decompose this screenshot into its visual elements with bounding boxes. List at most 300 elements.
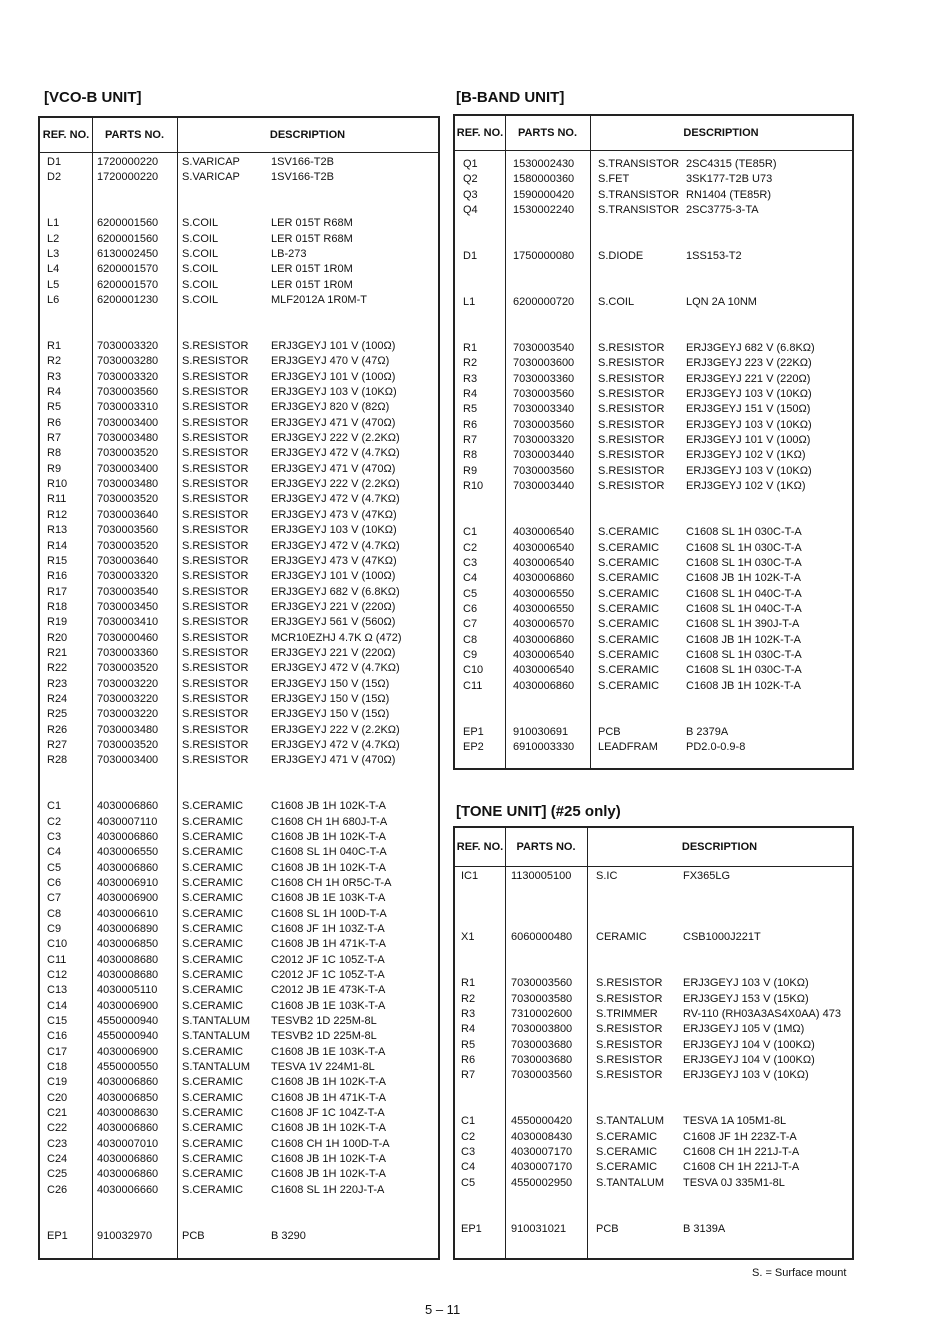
ref-no: R1 [463,342,478,355]
part-description: C1608 JF 1H 103Z-T-A [271,923,385,935]
table-row [455,203,852,218]
part-type: S.RESISTOR [182,754,249,767]
part-no: 1530002240 [513,204,575,217]
ref-no: L1 [47,217,60,230]
part-type: S.CERAMIC [598,618,660,631]
header-description: DESCRIPTION [683,126,759,139]
part-description: B 3290 [271,1229,306,1242]
table-row [40,723,438,738]
part-description: ERJ3GEYJ 682 V (6.8KΩ) [686,342,815,355]
table-row [40,1167,438,1182]
table-row [40,907,438,922]
part-type: S.CERAMIC [182,830,244,843]
table-row [455,602,852,617]
ref-no: R7 [461,1069,476,1082]
table-row [40,1060,438,1075]
part-type: S.CERAMIC [598,679,660,692]
part-no: 7030003360 [97,646,159,659]
part-type: S.TRANSISTOR [598,188,680,201]
part-description: ERJ3GEYJ 472 V (4.7KΩ) [271,447,400,460]
part-no: 4030006860 [513,572,575,585]
table-row [455,976,852,991]
table-row [40,1106,438,1121]
ref-no: L1 [463,296,476,309]
ref-no: R2 [463,357,478,370]
ref-no: Q2 [463,173,478,186]
table-row [455,418,852,433]
part-no: 4550000940 [97,1030,159,1043]
part-type: S.RESISTOR [598,372,665,385]
part-no: 4030006660 [97,1183,159,1196]
part-type: S.RESISTOR [596,1054,663,1067]
part-no: 1720000220 [97,171,159,184]
table-row [40,631,438,646]
table-row [455,556,852,571]
part-no: 7030003320 [97,370,159,383]
part-type: S.TANTALUM [596,1115,665,1128]
ref-no: R5 [47,401,62,414]
table-row [40,1121,438,1136]
ref-no: C7 [463,618,478,631]
table-row [40,539,438,554]
part-description: ERJ3GEYJ 221 V (220Ω) [271,646,396,659]
part-type: S.RESISTOR [598,388,665,401]
ref-no: C4 [47,846,62,859]
part-description: ERJ3GEYJ 473 V (47KΩ) [271,554,397,567]
table-row [455,648,852,663]
table-row [455,1022,852,1037]
part-description: C1608 SL 1H 100D-T-A [271,907,387,920]
part-description: C1608 JB 1E 103K-T-A [271,892,386,905]
part-no: 4030006900 [97,999,159,1012]
ref-no: R1 [47,340,62,353]
table-row [40,431,438,446]
part-type: S.DIODE [598,250,644,263]
part-description: ERJ3GEYJ 103 V (10KΩ) [686,418,812,431]
part-description: ERJ3GEYJ 222 V (2.2KΩ) [271,432,400,445]
table-row [40,922,438,937]
table-row [40,354,438,369]
part-type: S.RESISTOR [182,738,249,751]
ref-no: R18 [47,600,68,613]
table-row [40,247,438,262]
part-description: C1608 CH 1H 0R5C-T-A [271,876,392,889]
ref-no: C3 [463,556,478,569]
table-header [455,828,852,867]
part-type: S.RESISTOR [182,340,249,353]
part-no: 1530002430 [513,158,575,170]
part-type: S.CERAMIC [598,648,660,661]
part-description: ERJ3GEYJ 221 V (220Ω) [686,372,811,385]
ref-no: R1 [461,977,476,990]
table-row [455,525,852,540]
part-no: 4030006860 [97,861,159,874]
ref-no: R4 [47,386,62,399]
part-type: S.TRANSISTOR [598,204,680,217]
part-type: S.RESISTOR [182,616,249,629]
table-row [455,869,852,884]
part-type: S.CERAMIC [182,846,244,859]
part-description: C1608 CH 1H 680J-T-A [271,815,388,828]
ref-no: R9 [47,462,62,475]
table-row [40,953,438,968]
part-description: 1SV166-T2B [271,156,334,168]
part-type: S.CERAMIC [182,1137,244,1150]
ref-no: R7 [47,432,62,445]
part-no: 1130005100 [511,870,572,882]
part-description: C1608 JB 1H 102K-T-A [686,633,801,646]
part-type: S.CERAMIC [182,1122,244,1135]
part-no: 7030003560 [511,1069,573,1082]
part-no: 4030007170 [511,1161,573,1174]
table-row [455,249,852,264]
table-row [40,155,438,170]
part-no: 7030003520 [97,738,159,751]
part-no: 7030003220 [97,708,159,721]
table-row [40,1075,438,1090]
part-description: ERJ3GEYJ 104 V (100KΩ) [683,1038,815,1051]
part-no: 7030003320 [513,434,575,447]
part-no: 910031021 [511,1222,567,1235]
part-no: 7030003640 [97,554,159,567]
table-row [40,677,438,692]
part-type: S.RESISTOR [182,478,249,491]
part-type: S.RESISTOR [182,416,249,429]
ref-no: C20 [47,1091,68,1104]
vco-parts-table [38,116,440,1260]
table-row [40,738,438,753]
part-description: ERJ3GEYJ 473 V (47KΩ) [271,508,397,521]
part-description: LER 015T 1R0M [271,263,353,276]
table-row [455,1130,852,1145]
table-row [40,1137,438,1152]
part-description: C1608 SL 1H 030C-T-A [686,648,802,661]
part-type: S.CERAMIC [182,876,244,889]
ref-no: R19 [47,616,68,629]
part-type: S.RESISTOR [596,992,663,1005]
ref-no: C26 [47,1183,68,1196]
ref-no: R3 [463,372,478,385]
part-no: 7030000460 [97,631,159,644]
table-row [455,633,852,648]
part-no: 4030006540 [513,664,575,677]
ref-no: R5 [463,403,478,416]
part-description: B 2379A [686,725,729,738]
ref-no: EP1 [47,1229,68,1242]
part-no: 4030006540 [513,648,575,661]
ref-no: R28 [47,754,68,767]
table-row [40,1152,438,1167]
part-no: 4030005110 [97,984,158,997]
header-description: DESCRIPTION [681,840,758,853]
ref-no: R9 [463,464,478,477]
part-description: TESVB2 1D 225M-8L [271,1015,377,1028]
part-no: 4550000550 [97,1061,159,1074]
ref-no: C21 [47,1107,68,1120]
table-header [40,118,438,153]
vco-title: [VCO-B UNIT] [44,89,142,106]
ref-no: C16 [47,1030,68,1043]
table-row [40,845,438,860]
table-row [40,753,438,768]
part-type: S.VARICAP [182,156,240,168]
part-type: S.RESISTOR [598,403,665,416]
ref-no: EP1 [463,725,484,738]
ref-no: C13 [47,984,68,997]
part-type: S.CERAMIC [598,602,660,615]
part-description: ERJ3GEYJ 820 V (82Ω) [271,401,390,414]
table-row [455,1068,852,1083]
part-type: S.CERAMIC [182,1107,244,1120]
part-type: S.RESISTOR [182,677,249,690]
ref-no: C3 [461,1146,476,1159]
table-row [455,541,852,556]
part-type: S.CERAMIC [182,969,244,982]
part-description: 1SV166-T2B [271,171,334,184]
part-no: 1720000220 [97,156,159,168]
ref-no: C18 [47,1061,68,1074]
part-type: S.RESISTOR [598,418,665,431]
part-no: 7030003280 [97,355,159,368]
table-row [455,448,852,463]
footnote: S. = Surface mount [752,1267,847,1279]
ref-no: R2 [461,992,476,1005]
part-description: FX365LG [683,870,731,882]
part-no: 7030003560 [97,386,159,399]
part-type: S.RESISTOR [182,401,249,414]
part-description: C1608 JF 1H 223Z-T-A [683,1130,797,1143]
part-type: S.RESISTOR [182,662,249,675]
ref-no: R4 [463,388,478,401]
ref-no: C5 [47,861,62,874]
part-description: C1608 JB 1H 102K-T-A [686,572,801,585]
part-description: C1608 SL 1H 220J-T-A [271,1183,385,1196]
part-no: 4550000420 [511,1115,573,1128]
table-row [40,830,438,845]
part-type: S.CERAMIC [182,861,244,874]
part-description: RN1404 (TE85R) [686,188,771,201]
table-row [40,968,438,983]
table-row [455,188,852,203]
table-row [40,1045,438,1060]
ref-no: C4 [461,1161,476,1174]
part-description: B 3139A [683,1222,726,1235]
part-type: S.TANTALUM [182,1030,251,1043]
part-no: 4030006860 [97,830,159,843]
part-type: S.RESISTOR [182,524,249,537]
part-type: S.FET [598,173,630,186]
ref-no: C8 [463,633,478,646]
part-description: C1608 JB 1E 103K-T-A [271,999,386,1012]
part-no: 7030003560 [513,418,575,431]
part-type: S.RESISTOR [182,554,249,567]
header-ref-no: REF. NO. [456,126,504,139]
part-description: TESVA 1A 105M1-8L [683,1115,787,1128]
part-description: C1608 SL 1H 030C-T-A [686,664,802,677]
part-type: LEADFRAM [598,740,658,753]
header-description: DESCRIPTION [269,128,346,141]
part-description: C1608 JB 1H 102K-T-A [271,1168,386,1181]
part-no: 7030003520 [97,493,159,506]
part-description: ERJ3GEYJ 103 V (10KΩ) [686,388,812,401]
ref-no: R27 [47,738,68,751]
part-description: LER 015T R68M [271,217,353,230]
part-type: S.CERAMIC [182,923,244,935]
part-no: 1580000360 [513,173,575,186]
table-row [40,891,438,906]
table-row [455,1160,852,1175]
part-type: S.RESISTOR [182,631,249,644]
table-row [40,416,438,431]
table-row [40,815,438,830]
part-description: ERJ3GEYJ 103 V (10KΩ) [271,524,397,537]
ref-no: C2 [463,541,478,554]
table-row [455,172,852,187]
ref-no: R8 [463,449,478,462]
part-no: 7030003680 [511,1054,573,1067]
part-no: 6060000480 [511,931,573,944]
part-type: S.TANTALUM [596,1176,665,1189]
part-no: 7030003480 [97,432,159,445]
part-type: S.RESISTOR [182,370,249,383]
ref-no: L6 [47,294,60,307]
ref-no: D2 [47,171,62,184]
ref-no: C5 [461,1176,476,1189]
ref-no: R16 [47,570,68,583]
table-row [40,492,438,507]
ref-no: D1 [463,250,478,263]
ref-no: R25 [47,708,68,721]
table-row [40,262,438,277]
part-description: ERJ3GEYJ 150 V (15Ω) [271,708,390,721]
part-description: ERJ3GEYJ 472 V (4.7KΩ) [271,738,400,751]
ref-no: C5 [463,587,478,600]
part-no: 7030003450 [97,600,159,613]
tone-title: [TONE UNIT] (#25 only) [456,803,621,820]
ref-no: R8 [47,447,62,460]
part-no: 7030003560 [513,388,575,401]
bband-parts-table [453,114,854,770]
part-type: S.CERAMIC [598,526,660,539]
part-no: 4030006540 [513,541,575,554]
part-no: 7030003340 [513,403,575,416]
part-no: 4030006860 [97,1122,159,1135]
part-type: S.RESISTOR [596,1038,663,1051]
table-row [455,479,852,494]
part-type: S.RESISTOR [182,493,249,506]
part-no: 4030006540 [513,526,575,539]
table-row [40,861,438,876]
part-description: LER 015T R68M [271,232,353,245]
table-row [40,661,438,676]
part-no: 7030003220 [97,692,159,705]
part-no: 4030006550 [513,602,575,615]
part-no: 4030006860 [97,1168,159,1181]
part-no: 7030003410 [97,616,159,629]
ref-no: C14 [47,999,68,1012]
table-row [40,876,438,891]
table-row [40,646,438,661]
table-row [455,1145,852,1160]
part-no: 4550002950 [511,1176,573,1189]
part-description: ERJ3GEYJ 151 V (150Ω) [686,403,811,416]
table-row [40,692,438,707]
part-description: 2SC4315 (TE85R) [686,158,777,170]
table-row [40,462,438,477]
table-row [40,477,438,492]
table-row [455,157,852,172]
part-description: 1SS153-T2 [686,250,742,263]
part-description: 3SK177-T2B U73 [686,173,773,186]
ref-no: C1 [463,526,478,539]
part-type: S.RESISTOR [182,447,249,460]
part-description: C1608 JB 1H 102K-T-A [271,861,386,874]
part-no: 6130002450 [97,248,159,261]
part-description: C1608 JB 1H 102K-T-A [686,679,801,692]
ref-no: L3 [47,248,60,261]
part-type: S.CERAMIC [598,587,660,600]
part-type: S.COIL [182,248,219,261]
ref-no: R20 [47,631,68,644]
part-no: 7030003480 [97,478,159,491]
part-description: ERJ3GEYJ 103 V (10KΩ) [683,1069,809,1082]
part-type: S.CERAMIC [596,1161,658,1174]
part-description: C1608 SL 1H 040C-T-A [271,846,387,859]
table-row [455,740,852,755]
part-description: ERJ3GEYJ 103 V (10KΩ) [686,464,812,477]
ref-no: C10 [463,664,484,677]
part-type: S.CERAMIC [182,1183,244,1196]
part-no: 4550000940 [97,1015,159,1028]
ref-no: R23 [47,677,68,690]
table-row [40,446,438,461]
part-description: MCR10EZHJ 4.7K Ω (472) [271,631,402,644]
ref-no: Q3 [463,188,478,201]
part-no: 6200001560 [97,217,159,230]
part-description: ERJ3GEYJ 101 V (100Ω) [271,340,396,353]
part-type: S.RESISTOR [182,723,249,736]
part-description: C1608 JB 1E 103K-T-A [271,1045,386,1058]
part-no: 6200001570 [97,278,159,291]
part-no: 4030008630 [97,1107,159,1120]
header-ref-no: REF. NO. [42,128,90,141]
part-no: 4030006850 [97,1091,159,1104]
part-no: 4030007010 [97,1137,159,1150]
table-row [455,663,852,678]
part-description: C1608 CH 1H 100D-T-A [271,1137,390,1150]
part-type: S.RESISTOR [598,434,665,447]
table-row [40,1183,438,1198]
part-description: C2012 JF 1C 105Z-T-A [271,969,385,982]
part-no: 1750000080 [513,250,575,263]
ref-no: D1 [47,156,62,168]
part-description: C1608 SL 1H 030C-T-A [686,556,802,569]
part-description: LQN 2A 10NM [686,296,757,309]
table-row [40,1029,438,1044]
part-description: ERJ3GEYJ 222 V (2.2KΩ) [271,478,400,491]
ref-no: R11 [47,493,67,506]
part-type: S.COIL [182,217,219,230]
part-description: TESVA 0J 335M1-8L [683,1176,785,1189]
ref-no: L5 [47,278,60,291]
part-no: 4030006860 [513,679,575,692]
part-type: CERAMIC [596,931,647,944]
part-description: ERJ3GEYJ 472 V (4.7KΩ) [271,493,400,506]
ref-no: C4 [463,572,478,585]
part-description: ERJ3GEYJ 103 V (10KΩ) [683,977,809,990]
part-no: 4030006860 [97,1076,159,1089]
part-no: 7030003320 [97,570,159,583]
